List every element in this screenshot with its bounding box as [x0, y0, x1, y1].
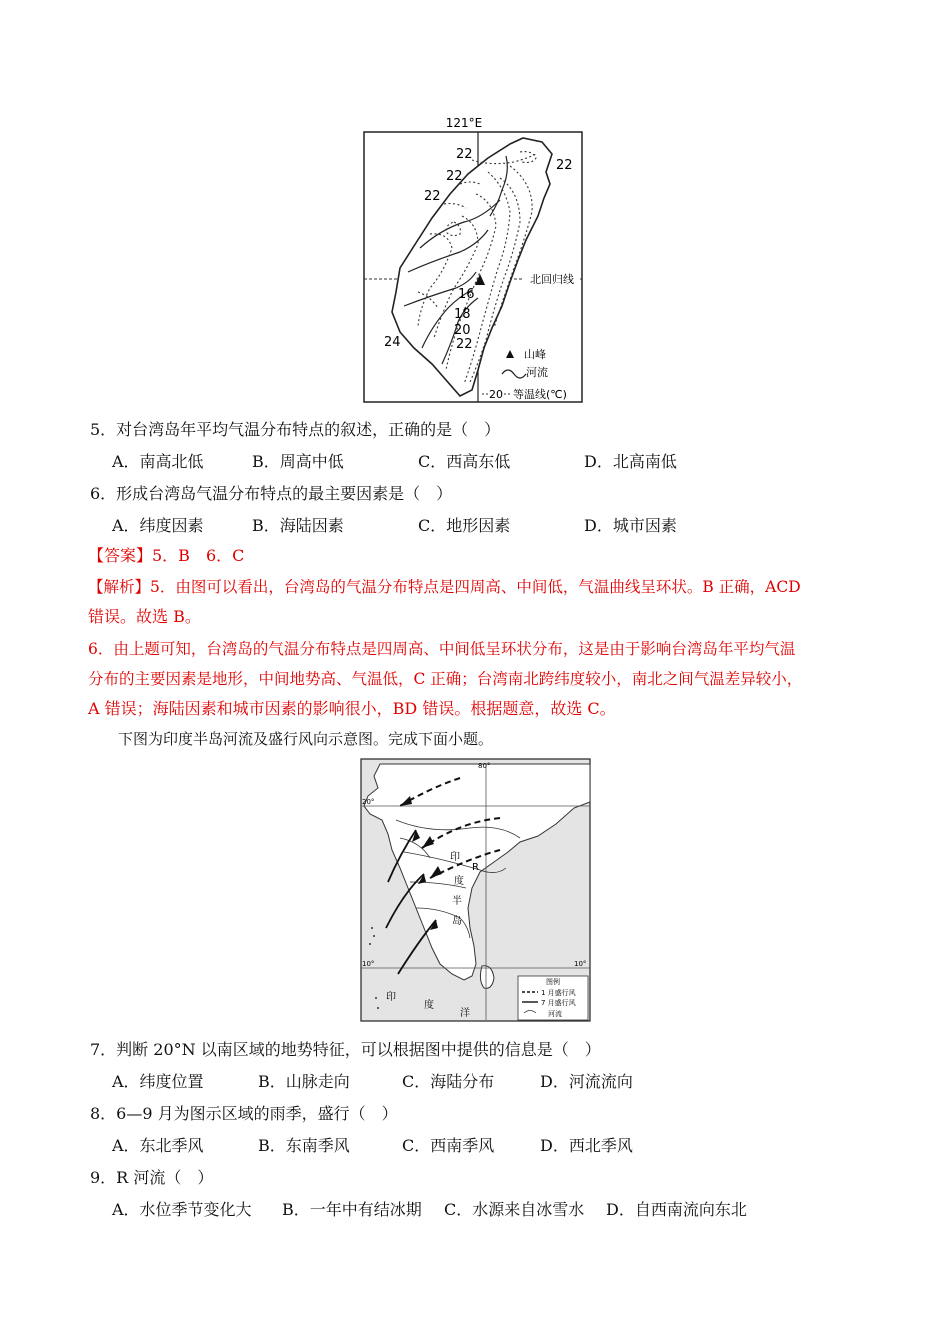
question-5-stem: 5．对台湾岛年平均气温分布特点的叙述，正确的是（ ）	[90, 420, 501, 439]
q8-option-b[interactable]: B．东南季风	[258, 1136, 350, 1155]
q6-option-b[interactable]: B．海陆因素	[252, 516, 344, 535]
ocean-label-yin: 印	[386, 992, 396, 1003]
question-7-stem: 7．判断 20°N 以南区域的地势特征，可以根据图中提供的信息是（ ）	[90, 1040, 601, 1059]
q9-option-d[interactable]: D．自西南流向东北	[606, 1200, 747, 1219]
lon-80-label: 80°	[478, 762, 491, 770]
q9-option-b[interactable]: B．一年中有结冰期	[282, 1200, 422, 1219]
legend-river-label: 河流	[526, 366, 548, 379]
ocean-label-yang: 洋	[460, 1008, 470, 1019]
legend-peak-label: 山峰	[524, 348, 546, 361]
isotherm-label: 18	[454, 307, 471, 322]
longitude-label: 121°E	[445, 116, 483, 130]
river-legend-icon	[502, 370, 526, 378]
q8-option-a[interactable]: A．东北季风	[112, 1136, 204, 1155]
isotherm-label: 20	[454, 323, 471, 338]
isotherm-label: 22	[556, 158, 573, 173]
label-ban: 半	[452, 896, 462, 907]
india-intro: 下图为印度半岛河流及盛行风向示意图。完成下面小题。	[118, 730, 494, 748]
q5-option-d[interactable]: D．北高南低	[584, 452, 677, 471]
india-peninsula-map	[360, 758, 592, 1024]
isotherm-label: 24	[384, 335, 401, 350]
q5-option-b[interactable]: B．周高中低	[252, 452, 344, 471]
legend-isotherm-value: 20	[489, 388, 503, 401]
legend-river: 河流	[548, 1010, 562, 1018]
label-du: 度	[454, 876, 464, 887]
label-dao: 岛	[452, 916, 462, 927]
analysis-6-line-3: A 错误；海陆因素和城市因素的影响很小，BD 错误。根据题意，故选 C。	[88, 699, 616, 718]
legend-jul-wind: 7 月盛行风	[541, 999, 576, 1007]
taiwan-isotherm-map	[360, 112, 586, 406]
q9-option-c[interactable]: C．水源来自冰雪水	[444, 1200, 585, 1219]
analysis-5-line-1: 【解析】5．由图可以看出，台湾岛的气温分布特点是四周高、中间低，气温曲线呈环状。B 正确，ACD	[88, 578, 801, 596]
q8-option-c[interactable]: C．西南季风	[402, 1136, 495, 1155]
label-river-R: R	[472, 862, 479, 873]
isotherm-label: 16	[458, 287, 475, 302]
q7-option-a[interactable]: A．纬度位置	[112, 1072, 204, 1091]
analysis-6-line-2: 分布的主要因素是地形，中间地势高、气温低，C 正确；台湾南北跨纬度较小，南北之间气温差异较小，	[88, 670, 803, 688]
lat-10-left-label: 10°	[362, 960, 375, 968]
q7-option-c[interactable]: C．海陆分布	[402, 1072, 495, 1091]
q7-option-d[interactable]: D．河流流向	[540, 1072, 633, 1091]
isotherm-label: 22	[424, 189, 441, 204]
question-9-stem: 9．R 河流（ ）	[90, 1168, 214, 1187]
analysis-6-line-1: 6．由上题可知，台湾岛的气温分布特点是四周高、中间低呈环状分布，这是由于影响台湾岛年平均气温	[88, 640, 796, 658]
analysis-5-line-2: 错误。故选 B。	[88, 607, 201, 626]
isotherm-label: 22	[456, 147, 473, 162]
question-6-stem: 6．形成台湾岛气温分布特点的最主要因素是（ ）	[90, 484, 453, 503]
lat-10-right-label: 10°	[574, 960, 587, 968]
q5-option-a[interactable]: A．南高北低	[112, 452, 204, 471]
q7-option-b[interactable]: B．山脉走向	[258, 1072, 350, 1091]
tropic-label: 北回归线	[530, 273, 574, 286]
lat-20-label: 20°	[362, 798, 375, 806]
peak-legend-icon	[506, 350, 514, 358]
q5-option-c[interactable]: C．西高东低	[418, 452, 511, 471]
q6-option-c[interactable]: C．地形因素	[418, 516, 511, 535]
taiwan-map-legend	[482, 347, 567, 401]
isotherm-label: 22	[446, 169, 463, 184]
ocean-label-du: 度	[424, 1000, 434, 1011]
india-map-legend	[518, 976, 588, 1020]
question-8-stem: 8．6—9 月为图示区域的雨季，盛行（ ）	[90, 1104, 398, 1123]
isotherm-label: 22	[456, 337, 473, 352]
q9-option-a[interactable]: A．水位季节变化大	[112, 1200, 252, 1219]
answer-line: 【答案】5．B 6．C	[88, 546, 245, 565]
q8-option-d[interactable]: D．西北季风	[540, 1136, 633, 1155]
q6-option-d[interactable]: D．城市因素	[584, 516, 677, 535]
legend-jan-wind: 1 月盛行风	[541, 989, 576, 997]
q6-option-a[interactable]: A．纬度因素	[112, 516, 204, 535]
label-yin: 印	[450, 852, 460, 863]
legend-title: 图例	[546, 978, 560, 986]
legend-isotherm-label: 等温线(℃)	[513, 388, 567, 401]
